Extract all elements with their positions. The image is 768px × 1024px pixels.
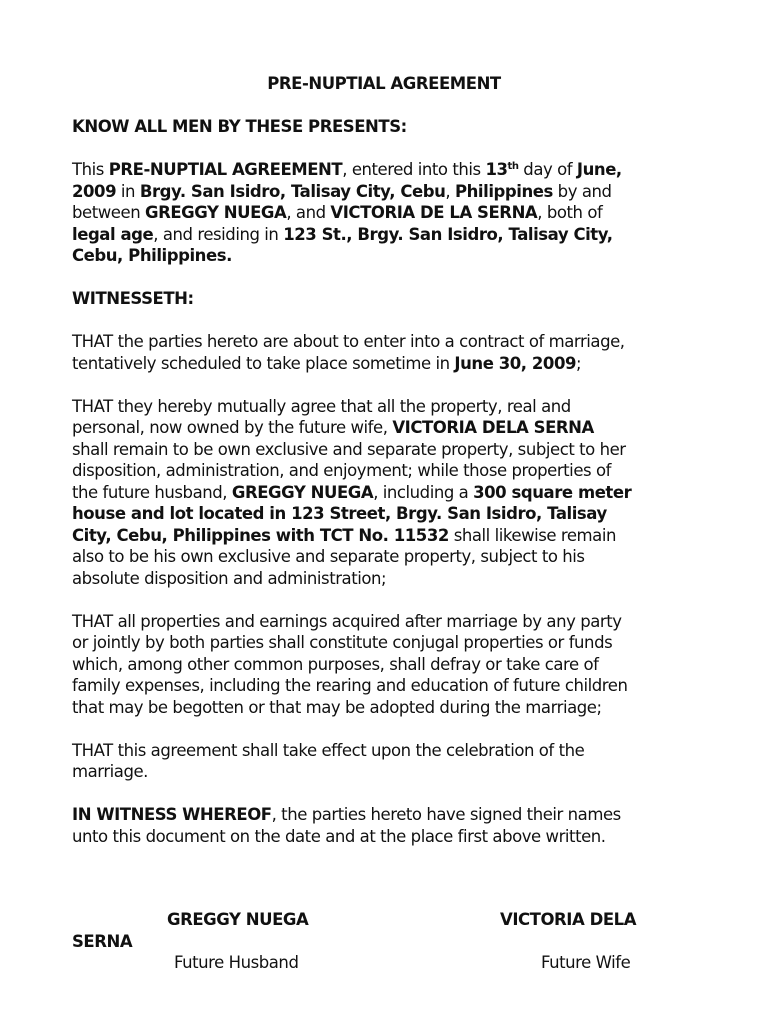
text-line	[72, 525, 732, 547]
text-segment: in	[116, 181, 140, 201]
bold-text: GREGGY NUEGA	[145, 203, 287, 222]
text-line	[72, 503, 732, 525]
husband-role: Future Husband	[174, 953, 299, 972]
title-text: PRE-NUPTIAL AGREEMENT	[267, 74, 501, 93]
text-segment: absolute disposition and administration;	[72, 568, 387, 588]
spacer	[72, 95, 732, 117]
husband-signature-name: GREGGY NUEGA	[167, 910, 309, 929]
text-segment: family expenses, including the rearing and education of future children	[72, 676, 628, 695]
bold-text: 123 St., Brgy. San Isidro, Talisay City,	[283, 224, 613, 244]
bold-text: house and lot located in 123 Street, Brgy. San Isidro, Talisay	[72, 504, 607, 523]
wife-signature-name-cont: SERNA	[72, 931, 133, 951]
bold-text: GREGGY NUEGA	[231, 482, 374, 502]
text-segment: by and	[552, 181, 612, 201]
text-line	[72, 439, 732, 461]
text-segment: , and	[286, 203, 331, 222]
text-line	[72, 396, 732, 418]
bold-text: 2009	[72, 181, 117, 201]
spacer	[72, 589, 732, 611]
text-line	[72, 460, 732, 482]
signature-names-row	[72, 909, 732, 931]
text-segment: , both of	[537, 203, 603, 222]
text-segment: disposition, administration, and enjoyment; while those properties of	[72, 461, 611, 480]
text-segment: between	[72, 203, 145, 222]
text-segment: , entered into this	[342, 160, 486, 179]
bold-text: June 30, 2009	[454, 353, 577, 373]
text-line	[72, 761, 732, 783]
text-line	[72, 181, 732, 203]
bold-text: June,	[576, 160, 622, 179]
text-line	[72, 202, 732, 224]
text-segment: ;	[576, 353, 582, 373]
text-segment: marriage.	[72, 762, 148, 781]
text-segment: the future husband,	[72, 482, 232, 502]
text-line	[72, 740, 732, 762]
text-segment: tentatively scheduled to take place sometime in	[72, 353, 455, 373]
text-line	[72, 632, 732, 654]
bold-text: Philippines	[454, 181, 553, 201]
text-segment: THAT they hereby mutually agree that all the property, real and	[72, 396, 571, 416]
spacer	[72, 718, 732, 740]
text-segment: , including a	[373, 482, 474, 502]
signature-roles-row	[72, 952, 732, 974]
spacer	[72, 138, 732, 160]
spacer	[72, 310, 732, 332]
text-line	[72, 288, 732, 310]
text-line	[72, 417, 732, 439]
text-line	[72, 804, 732, 826]
text-segment: personal, now owned by the future wife,	[72, 418, 393, 437]
bold-text: City, Cebu, Philippines with TCT No. 11532	[72, 525, 449, 545]
spacer	[72, 869, 732, 891]
bold-text: VICTORIA DE LA SERNA	[330, 203, 538, 222]
bold-text: Cebu, Philippines.	[72, 246, 232, 265]
text-segment: that may be begotten or that may be adopted during the marriage;	[72, 697, 602, 717]
text-line	[72, 654, 732, 676]
spacer	[72, 783, 732, 805]
document-body	[72, 73, 732, 974]
text-line	[72, 697, 732, 719]
text-segment: also to be his own exclusive and separate property, subject to his	[72, 547, 585, 566]
text-segment: shall remain to be own exclusive and separate property, subject to her	[72, 439, 626, 459]
text-segment: , and residing in	[153, 224, 284, 244]
bold-text: 13	[485, 160, 508, 179]
text-segment: , the parties hereto have signed their names	[271, 805, 621, 824]
bold-text: 300 square meter	[473, 482, 632, 502]
text-segment: or jointly by both parties shall constitute conjugal properties or funds	[72, 633, 613, 652]
text-line	[72, 675, 732, 697]
text-segment: unto this document on the date and at the place first above written.	[72, 826, 606, 846]
text-line	[72, 116, 732, 138]
text-line	[72, 353, 732, 375]
text-line	[72, 568, 732, 590]
text-line	[72, 245, 732, 267]
spacer	[72, 847, 732, 869]
agreement-text	[72, 116, 732, 847]
spacer	[72, 267, 732, 289]
bold-text: PRE-NUPTIAL AGREEMENT	[108, 160, 343, 179]
bold-text: WITNESSETH:	[72, 289, 194, 308]
text-segment: ,	[445, 181, 455, 201]
text-segment: THAT all properties and earnings acquired after marriage by any party	[72, 611, 622, 631]
signature-wrap-row	[72, 931, 732, 953]
text-line	[72, 159, 732, 181]
text-segment: day of	[518, 160, 577, 179]
wife-signature-name: VICTORIA DELA	[500, 910, 637, 929]
text-line	[72, 546, 732, 568]
text-segment: THAT this agreement shall take effect upon the celebration of the	[72, 740, 585, 760]
bold-text: IN WITNESS WHEREOF	[72, 805, 272, 824]
bold-text: legal age	[72, 224, 154, 244]
bold-text: KNOW ALL MEN BY THESE PRESENTS:	[72, 117, 407, 136]
document-title	[72, 73, 696, 95]
bold-text: Brgy. San Isidro, Talisay City, Cebu	[139, 181, 446, 201]
wife-role: Future Wife	[541, 953, 631, 972]
text-segment: THAT the parties hereto are about to enter into a contract of marriage,	[72, 332, 625, 351]
text-line	[72, 482, 732, 504]
text-line	[72, 331, 732, 353]
text-line	[72, 611, 732, 633]
text-segment: which, among other common purposes, shall defray or take care of	[72, 654, 599, 674]
text-line	[72, 224, 732, 246]
text-segment: This	[72, 160, 109, 179]
bold-text: VICTORIA DELA SERNA	[392, 418, 594, 437]
spacer	[72, 374, 732, 396]
text-line	[72, 826, 732, 848]
text-segment: shall likewise remain	[448, 525, 616, 545]
text-segment: th	[507, 161, 519, 172]
